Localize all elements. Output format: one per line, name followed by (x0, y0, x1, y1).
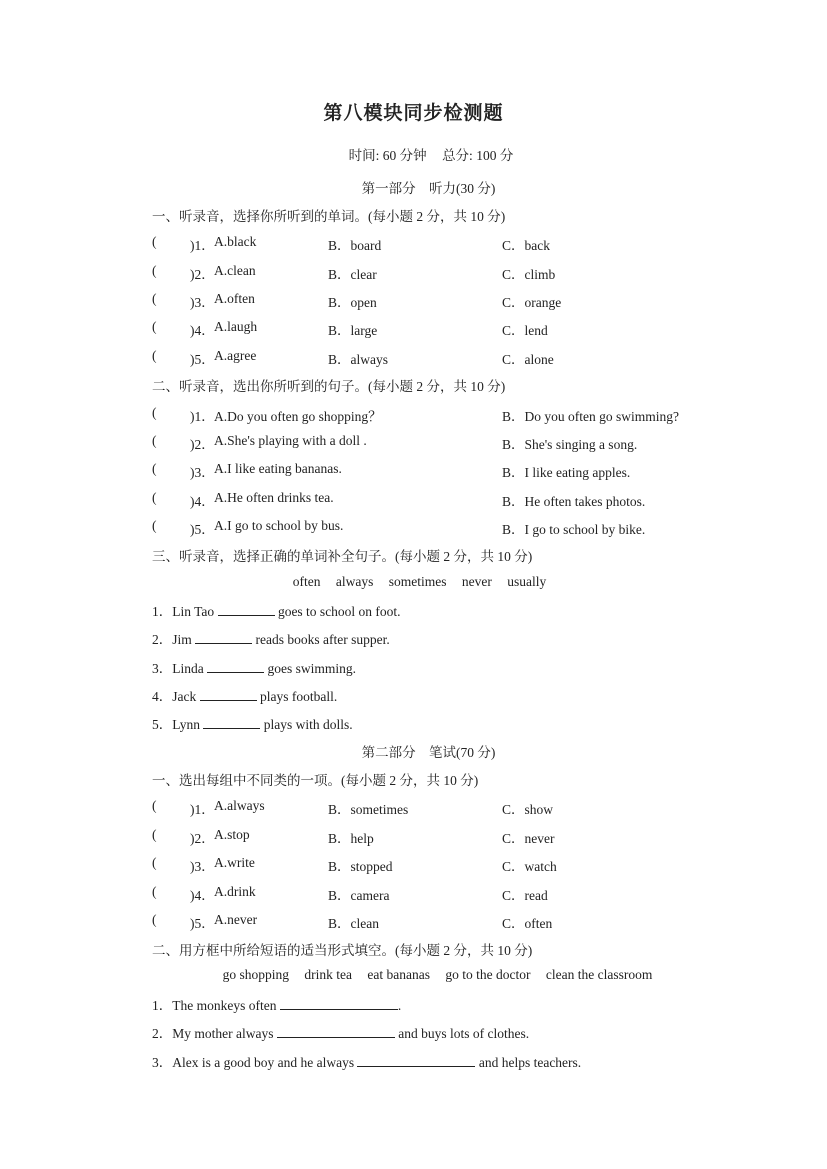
question-number: 5． (152, 717, 173, 732)
phrase-bank-item: drink tea (304, 967, 353, 982)
answer-blank[interactable] (357, 1052, 475, 1067)
question-row (152, 405, 712, 425)
sentence-start: My mother always (172, 1026, 274, 1041)
sentence-start: Lin Tao (172, 604, 215, 619)
fill-question (152, 1022, 529, 1042)
sentence-start: Jack (172, 689, 197, 704)
answer-paren[interactable]: ( (152, 319, 157, 334)
answer-blank[interactable] (203, 714, 260, 729)
option-c: C．alone (502, 352, 554, 367)
word-bank-item: often (292, 574, 321, 589)
answer-blank[interactable] (218, 601, 275, 616)
phrase-bank-item: eat bananas (367, 967, 430, 982)
option-a: A.He often drinks tea. (214, 490, 334, 505)
option-b: B．I go to school by bike. (502, 522, 646, 537)
answer-blank[interactable] (277, 1023, 395, 1038)
option-c: C．often (502, 916, 553, 931)
phrase-bank-item: go shopping (222, 967, 290, 982)
option-b: B．always (328, 352, 388, 367)
phrase-bank-item: clean the classroom (545, 967, 653, 982)
question-row (152, 263, 712, 283)
question-row (152, 912, 712, 932)
question-number: 2． (152, 632, 173, 647)
question-row (152, 827, 712, 847)
option-a: A.stop (214, 827, 250, 842)
option-b: B．clear (328, 267, 377, 282)
option-c: C．back (502, 238, 550, 253)
sentence-end: reads books after supper. (255, 632, 390, 647)
option-c: C．climb (502, 267, 556, 282)
part1-label: 第一部分 (361, 181, 416, 196)
write2-heading: 二、用方框中所给短语的适当形式填空。(每小题 2 分，共 10 分) (152, 943, 533, 958)
sentence-end: and buys lots of clothes. (398, 1026, 530, 1041)
question-row (152, 855, 712, 875)
write1-heading: 一、选出每组中不同类的一项。(每小题 2 分，共 10 分) (152, 773, 479, 788)
question-number: )4． (190, 888, 215, 903)
answer-blank[interactable] (200, 686, 257, 701)
option-b: B．large (328, 323, 378, 338)
page-title: 第八模块同步检测题 (323, 102, 504, 124)
question-row (152, 348, 712, 368)
question-number: )5． (190, 916, 215, 931)
question-number: )2． (190, 437, 215, 452)
sentence-end: goes to school on foot. (277, 604, 401, 619)
fill-question (152, 713, 353, 733)
answer-paren[interactable]: ( (152, 490, 157, 505)
time-limit: 时间: 60 分钟 (348, 148, 427, 163)
sentence-start: The monkeys often (172, 998, 277, 1013)
option-b: B．He often takes photos. (502, 494, 646, 509)
word-bank-item: sometimes (388, 574, 447, 589)
page-subtitle (0, 144, 827, 164)
answer-blank[interactable] (280, 995, 398, 1010)
word-bank-item: always (335, 574, 374, 589)
question-number: )3． (190, 859, 215, 874)
question-number: )3． (190, 465, 215, 480)
option-c: C．show (502, 802, 554, 817)
option-a: A.never (214, 912, 258, 927)
question-number: 3． (152, 661, 173, 676)
option-a: A.often (214, 291, 255, 306)
sentence-end: plays with dolls. (263, 717, 353, 732)
question-row (152, 518, 712, 538)
option-a: A.I like eating bananas. (214, 461, 342, 476)
answer-paren[interactable]: ( (152, 884, 157, 899)
option-c: C．lend (502, 323, 548, 338)
option-b: B．sometimes (328, 802, 409, 817)
option-a: A.agree (214, 348, 257, 363)
option-b: B．board (328, 238, 382, 253)
answer-paren[interactable]: ( (152, 405, 157, 420)
question-number: )4． (190, 323, 215, 338)
part2-name: 笔试(70 分) (429, 745, 496, 760)
part2-label: 第二部分 (361, 745, 416, 760)
answer-paren[interactable]: ( (152, 827, 157, 842)
question-row (152, 798, 712, 818)
question-number: )2． (190, 267, 215, 282)
answer-paren[interactable]: ( (152, 348, 157, 363)
question-number: )1． (190, 238, 215, 253)
answer-paren[interactable]: ( (152, 912, 157, 927)
fill-question (152, 685, 337, 705)
answer-paren[interactable]: ( (152, 798, 157, 813)
answer-paren[interactable]: ( (152, 855, 157, 870)
question-number: )3． (190, 295, 215, 310)
question-number: 2． (152, 1026, 173, 1041)
option-b: B．clean (328, 916, 379, 931)
option-c: C．never (502, 831, 555, 846)
sentence-end: and helps teachers. (478, 1055, 582, 1070)
sentence-start: Lynn (172, 717, 201, 732)
fill-question (152, 1051, 581, 1071)
option-a: A.drink (214, 884, 256, 899)
listen1-heading: 一、听录音，选择你所听到的单词。(每小题 2 分，共 10 分) (152, 209, 506, 224)
answer-blank[interactable] (207, 658, 264, 673)
part2-heading (0, 741, 827, 761)
option-b: B．open (328, 295, 377, 310)
option-c: C．orange (502, 295, 562, 310)
option-b: B．camera (328, 888, 390, 903)
sentence-start: Alex is a good boy and he always (172, 1055, 355, 1070)
answer-paren[interactable]: ( (152, 461, 157, 476)
question-row (152, 490, 712, 510)
option-a: A.clean (214, 263, 256, 278)
question-number: 1． (152, 998, 173, 1013)
option-a: A.laugh (214, 319, 258, 334)
question-number: )4． (190, 494, 215, 509)
question-number: )1． (190, 802, 215, 817)
option-a: A.always (214, 798, 265, 813)
sentence-end: plays football. (260, 689, 338, 704)
fill-question (152, 600, 401, 620)
question-number: 1． (152, 604, 173, 619)
word-bank-item: never (461, 574, 492, 589)
option-a: A.write (214, 855, 255, 870)
option-a: A.I go to school by bus. (214, 518, 344, 533)
option-b: B．Do you often go swimming? (502, 409, 679, 424)
option-c: C．watch (502, 859, 557, 874)
question-number: 4． (152, 689, 173, 704)
word-bank (0, 574, 827, 590)
question-number: 3． (152, 1055, 173, 1070)
answer-paren[interactable]: ( (152, 291, 157, 306)
option-b: B．She's singing a song. (502, 437, 638, 452)
fill-question (152, 628, 390, 648)
listen2-heading: 二、听录音，选出你所听到的句子。(每小题 2 分，共 10 分) (152, 379, 506, 394)
option-a: A.Do you often go shopping？ (214, 409, 382, 424)
answer-blank[interactable] (195, 629, 252, 644)
listen3-heading: 三、听录音，选择正确的单词补全句子。(每小题 2 分，共 10 分) (152, 549, 533, 564)
question-row (152, 291, 712, 311)
answer-paren[interactable]: ( (152, 263, 157, 278)
phrase-bank-item: go to the doctor (445, 967, 531, 982)
fill-question (152, 657, 356, 677)
option-a: A.She's playing with a doll . (214, 433, 367, 448)
question-row (152, 234, 712, 254)
question-number: )1． (190, 409, 215, 424)
question-number: )5． (190, 352, 215, 367)
question-row (152, 319, 712, 339)
option-c: C．read (502, 888, 548, 903)
word-bank-item: usually (507, 574, 547, 589)
part1-heading (0, 177, 827, 197)
total-score: 总分: 100 分 (442, 148, 514, 163)
option-a: A.black (214, 234, 257, 249)
question-row (152, 461, 712, 481)
answer-paren[interactable]: ( (152, 234, 157, 249)
option-b: B．I like eating apples. (502, 465, 631, 480)
sentence-start: Jim (172, 632, 192, 647)
option-b: B．stopped (328, 859, 393, 874)
question-row (152, 884, 712, 904)
part1-name: 听力(30 分) (429, 181, 496, 196)
question-number: )2． (190, 831, 215, 846)
answer-paren[interactable]: ( (152, 518, 157, 533)
option-b: B．help (328, 831, 374, 846)
question-row (152, 433, 712, 453)
sentence-end: . (397, 998, 402, 1013)
sentence-start: Linda (172, 661, 204, 676)
sentence-end: goes swimming. (267, 661, 357, 676)
question-number: )5． (190, 522, 215, 537)
phrase-bank (0, 967, 827, 983)
fill-question (152, 994, 401, 1014)
answer-paren[interactable]: ( (152, 433, 157, 448)
